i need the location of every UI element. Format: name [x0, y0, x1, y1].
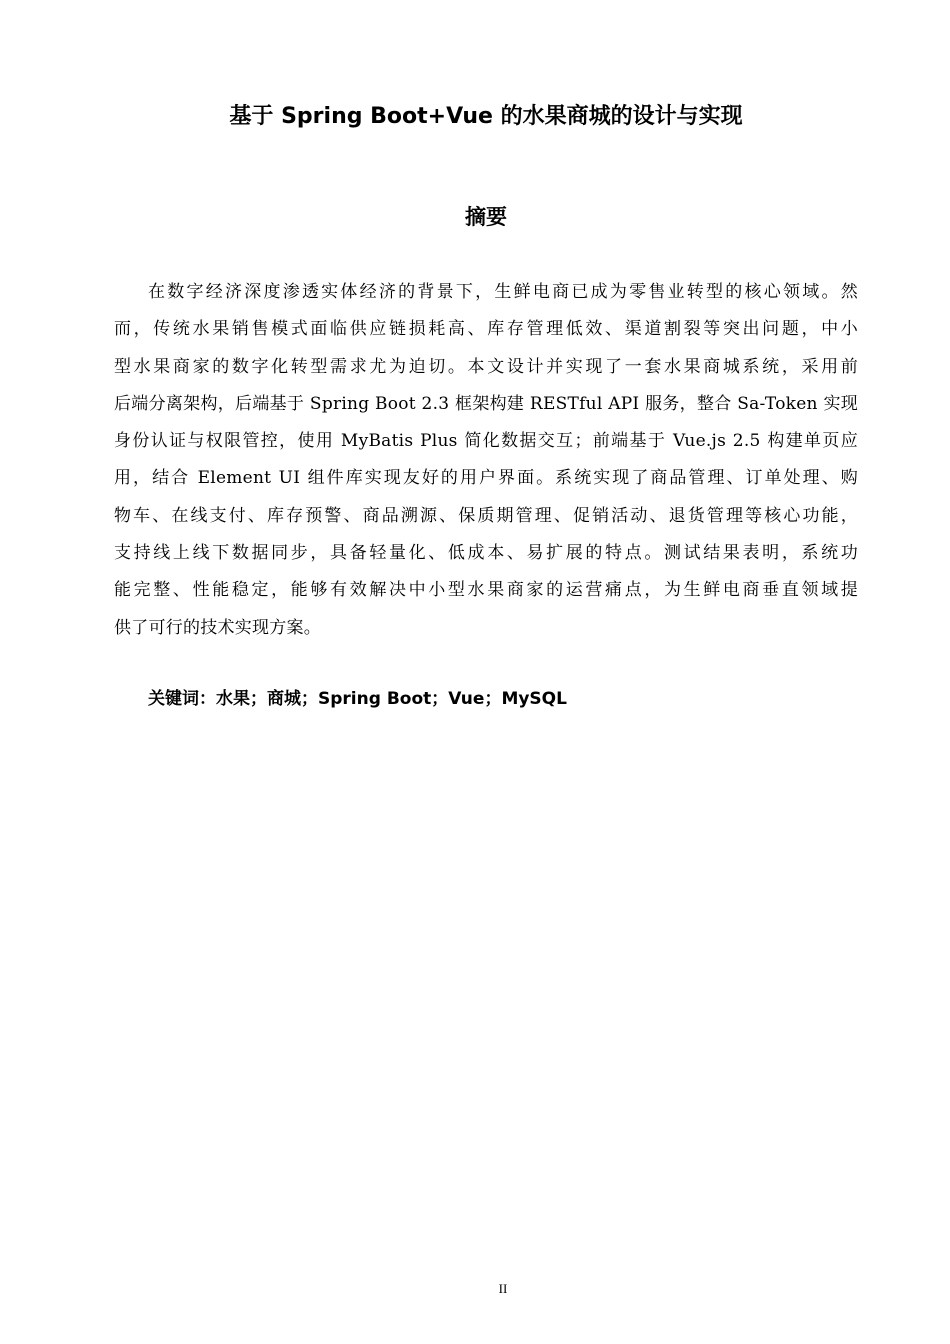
abstract-line: 在数字经济深度渗透实体经济的背景下，生鲜电商已成为零售业转型的核心领域。然	[148, 282, 858, 302]
keywords-text: 水果；商城；Spring Boot；Vue；MySQL	[216, 689, 567, 709]
keywords-label: 关键词：	[148, 689, 216, 709]
abstract-body	[114, 277, 858, 650]
abstract-line: 后端分离架构，后端基于 Spring Boot 2.3 框架构建 RESTful API 服务，整合 Sa-Token 实现	[114, 393, 858, 414]
abstract-line: 身份认证与权限管控，使用 MyBatis Plus 简化数据交互；前端基于 Vue.js 2.5 构建单页应	[114, 431, 858, 452]
abstract-heading: 摘要	[465, 205, 507, 229]
page-number: II	[498, 1281, 508, 1296]
abstract-line: 型水果商家的数字化转型需求尤为迫切。本文设计并实现了一套水果商城系统，采用前	[114, 356, 858, 377]
abstract-line: 而，传统水果销售模式面临供应链损耗高、库存管理低效、渠道割裂等突出问题，中小	[114, 319, 858, 340]
abstract-line: 能完整、性能稳定，能够有效解决中小型水果商家的运营痛点，为生鲜电商垂直领域提	[114, 580, 858, 601]
abstract-line: 用，结合 Element UI 组件库实现友好的用户界面。系统实现了商品管理、订单处理、购	[114, 468, 858, 489]
keywords-line	[148, 684, 567, 714]
abstract-line: 物车、在线支付、库存预警、商品溯源、保质期管理、促销活动、退货管理等核心功能，	[114, 505, 858, 526]
paper-title: 基于 Spring Boot+Vue 的水果商城的设计与实现	[229, 104, 743, 129]
abstract-line: 支持线上线下数据同步，具备轻量化、低成本、易扩展的特点。测试结果表明，系统功	[114, 543, 858, 564]
abstract-line: 供了可行的技术实现方案。	[114, 617, 321, 638]
